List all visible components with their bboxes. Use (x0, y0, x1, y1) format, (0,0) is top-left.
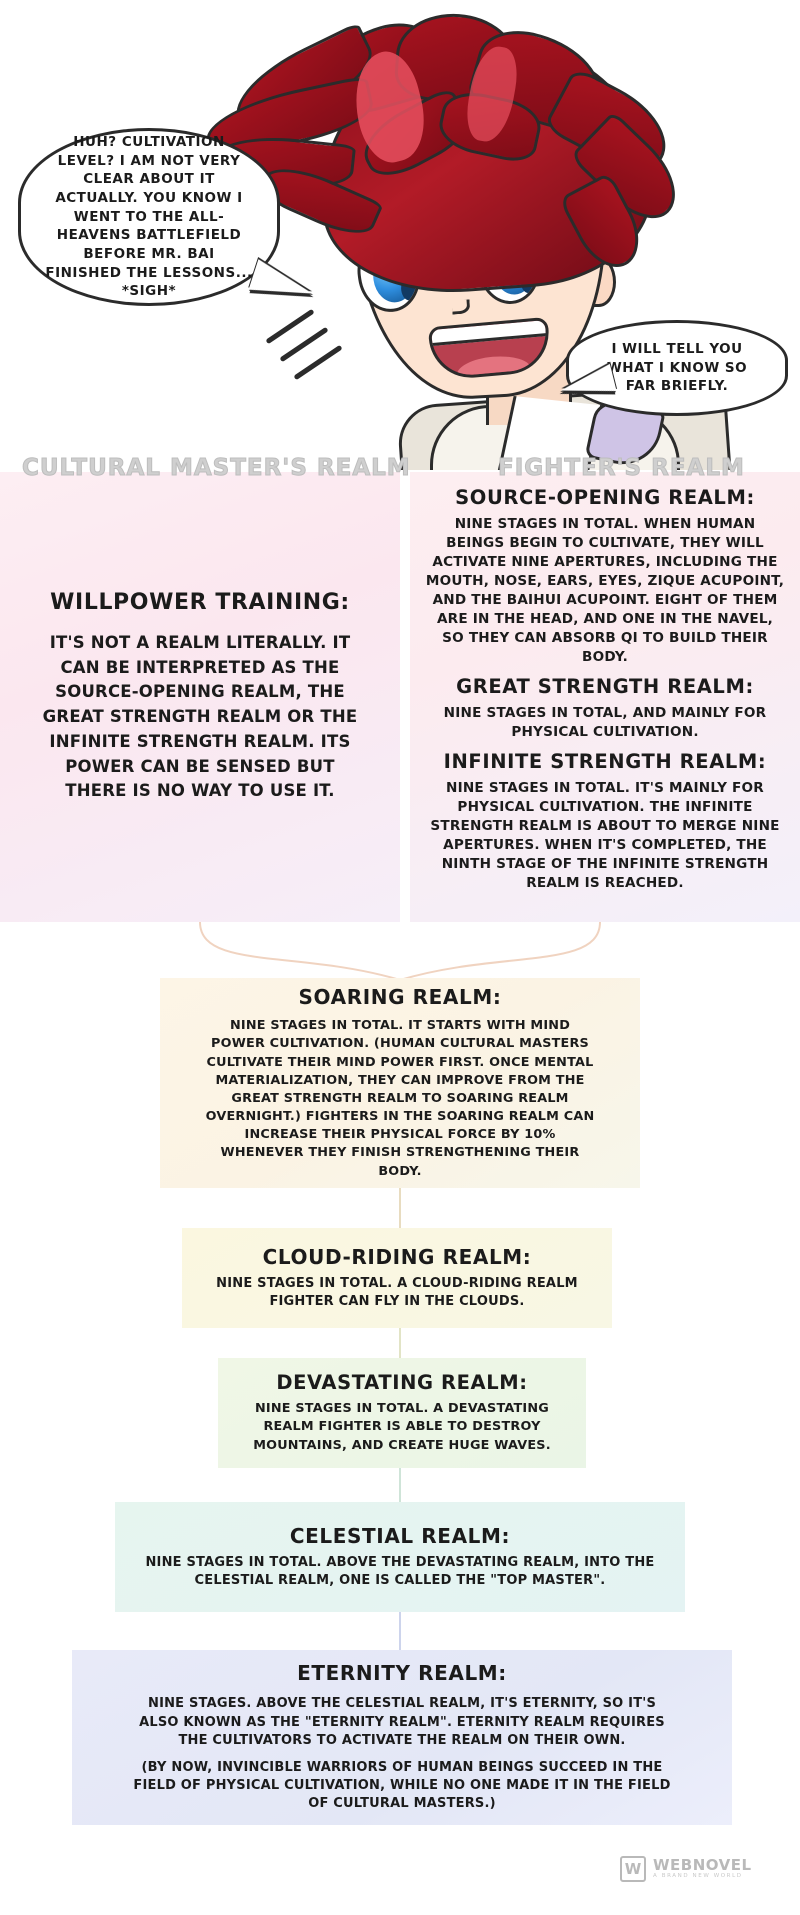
realm-title-soaring-realm: SOARING REALM: (298, 985, 502, 1010)
speech-bubble-secondary-text: I WILL TELL YOU WHAT I KNOW SO FAR BRIEFLY. (606, 341, 748, 395)
realm-title-infinite-strength-realm: INFINITE STRENGTH REALM: (443, 750, 767, 774)
realm-body-great-strength-realm: NINE STAGES IN TOTAL, AND MAINLY FOR PHYSICAL CULTIVATION. (443, 705, 767, 741)
speech-bubble-primary (18, 128, 280, 306)
motion-lines (258, 318, 348, 378)
section-heading-fighters-realm: FIGHTER'S REALM (498, 455, 745, 481)
webnovel-wordmark (653, 1858, 752, 1880)
realm-body-willpower-training: IT'S NOT A REALM LITERALLY. IT CAN BE INTERPRETED AS THE SOURCE-OPENING REALM, THE GREAT STRENGTH REALM OR THE INFINITE STRENGTH REALM. ITS POWER CAN BE SENSED BUT THERE IS NO WAY TO USE IT. (42, 632, 358, 801)
realm-title-eternity-realm: ETERNITY REALM: (297, 1661, 507, 1686)
realm-body-source-opening-realm: NINE STAGES IN TOTAL. WHEN HUMAN BEINGS BEGIN TO CULTIVATE, THEY WILL ACTIVATE NINE APERTURES, INCLUDING THE MOUTH, NOSE, EARS, EYES, ZIQUE ACUPOINT, AND THE BAIHUI ACUPOINT. EIGHT OF THEM ARE IN THE HEAD, AND ONE IN THE NAVEL, SO THEY CAN ABSORB QI TO BUILD THEIR BODY. (425, 516, 785, 666)
webnovel-watermark (620, 1852, 770, 1886)
realm-title-cloud-riding-realm: CLOUD-RIDING REALM: (262, 1244, 532, 1269)
realm-title-devastating-realm: DEVASTATING REALM: (276, 1371, 528, 1395)
realm-card-soaring-realm (160, 978, 640, 1188)
realm-title-source-opening-realm: SOURCE-OPENING REALM: (455, 486, 755, 509)
webnovel-name: WEBNOVEL (653, 1856, 752, 1875)
webnovel-logo-icon: W (620, 1856, 646, 1882)
realm-title-great-strength-realm: GREAT STRENGTH REALM: (456, 675, 754, 699)
speech-bubble-tail (249, 259, 318, 309)
realm-card-group-fighter (410, 472, 800, 922)
realm-body-infinite-strength-realm: NINE STAGES IN TOTAL. IT'S MAINLY FOR PHYSICAL CULTIVATION. THE INFINITE STRENGTH REALM IS ABOUT TO MERGE NINE APERTURES. WHEN IT'S COMPLETED, THE NINTH STAGE OF THE INFINITE STRENGTH REALM IS REACHED. (430, 780, 780, 892)
realm-card-eternity-realm (72, 1650, 732, 1825)
section-heading-cultural-masters-realm: CULTURAL MASTER'S REALM (22, 455, 411, 481)
comic-art-panel (0, 0, 800, 470)
realm-note-eternity-realm: (BY NOW, INVINCIBLE WARRIORS OF HUMAN BEINGS SUCCEED IN THE FIELD OF PHYSICAL CULTIVATION, WHILE NO ONE MADE IT IN THE FIELD OF CULTURAL MASTERS.) (133, 1759, 671, 1812)
realm-title-willpower-training: WILLPOWER TRAINING: (50, 589, 350, 615)
realm-card-cloud-riding-realm (182, 1228, 612, 1328)
realm-card-willpower-training (0, 472, 400, 922)
realm-card-devastating-realm (218, 1358, 586, 1468)
realm-body-soaring-realm: NINE STAGES IN TOTAL. IT STARTS WITH MIND POWER CULTIVATION. (HUMAN CULTURAL MASTERS CULTIVATE THEIR MIND POWER FIRST. ONCE MENTAL MATERIALIZATION, THEY CAN IMPROVE FROM THE GREAT STRENGTH REALM TO SOARING REALM OVERNIGHT.) FIGHTERS IN THE SOARING REALM CAN INCREASE THEIR PHYSICAL FORCE BY 10% WHENEVER THEY FINISH STRENGTHENING THEIR BODY. (205, 1018, 595, 1179)
realm-title-celestial-realm: CELESTIAL REALM: (289, 1523, 511, 1548)
realm-body-cloud-riding-realm: NINE STAGES IN TOTAL. A CLOUD-RIDING REALM FIGHTER CAN FLY IN THE CLOUDS. (216, 1275, 578, 1309)
realm-body-eternity-realm: NINE STAGES. ABOVE THE CELESTIAL REALM, IT'S ETERNITY, SO IT'S ALSO KNOWN AS THE "ETERNITY REALM". ETERNITY REALM REQUIRES THE CULTIVATORS TO ACTIVATE THE REALM ON THEIR OWN. (139, 1696, 665, 1749)
realm-card-celestial-realm (115, 1502, 685, 1612)
realm-body-celestial-realm: NINE STAGES IN TOTAL. ABOVE THE DEVASTATING REALM, INTO THE CELESTIAL REALM, ONE IS CALLED THE "TOP MASTER". (145, 1554, 655, 1588)
speech-bubble-primary-text: HUH? CULTIVATION LEVEL? I AM NOT VERY CLEAR ABOUT IT ACTUALLY. YOU KNOW I WENT TO THE ALL-HEAVENS BATTLEFIELD BEFORE MR. BAI FINISHED THE LESSONS... *SIGH* (45, 134, 253, 300)
webnovel-tagline: A BRAND NEW WORLD (653, 1872, 743, 1879)
realm-body-devastating-realm: NINE STAGES IN TOTAL. A DEVASTATING REALM FIGHTER IS ABLE TO DESTROY MOUNTAINS, AND CREATE HUGE WAVES. (253, 1401, 551, 1453)
